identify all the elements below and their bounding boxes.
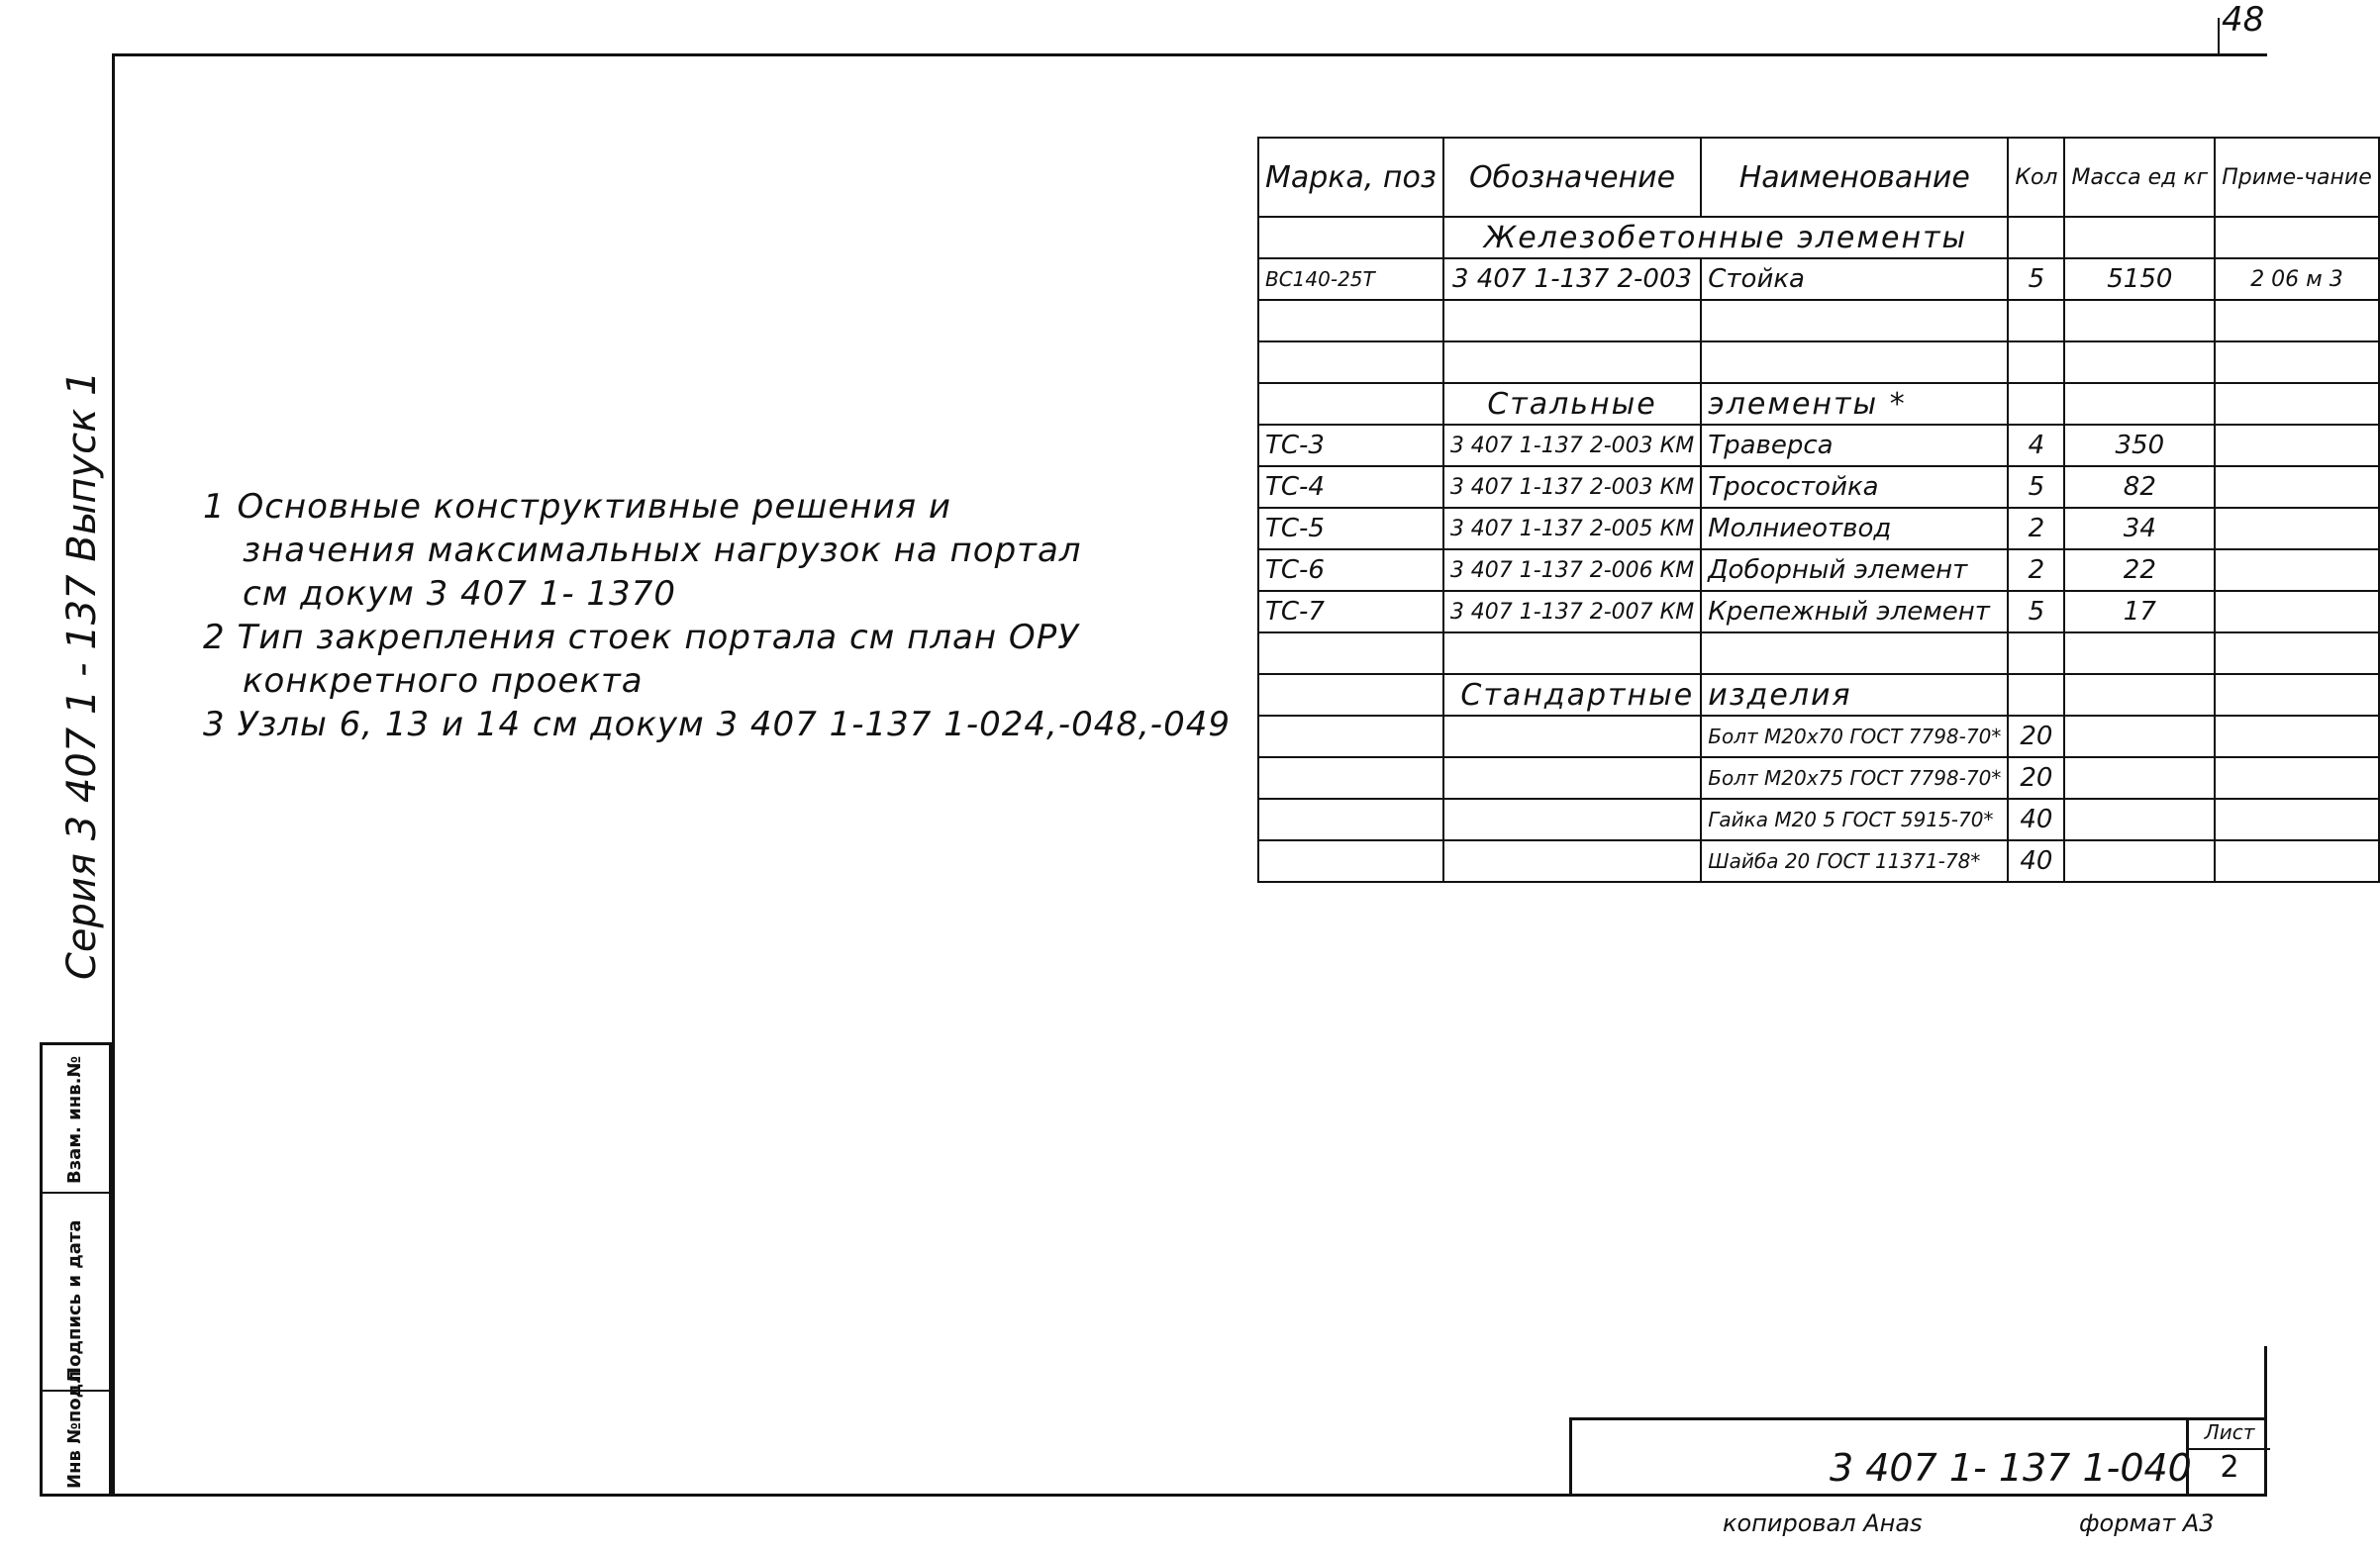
title-block: [1569, 1417, 2267, 1497]
cell-mass: 34: [2064, 508, 2215, 549]
empty-row: [1258, 632, 2379, 674]
side-cell-signature: [43, 1194, 109, 1392]
cell-designation: 3 407 1-137 2-003 КМ: [1443, 466, 1701, 508]
cell-name: Болт М20х70 ГОСТ 7798-70*: [1701, 716, 2008, 757]
cell-name: Траверса: [1701, 425, 2008, 466]
cell-designation: 3 407 1-137 2-006 КМ: [1443, 549, 1701, 591]
paper-format: формат А3: [2079, 1509, 2215, 1537]
side-cell-signature-label: Подпись и дата: [64, 1219, 85, 1382]
cell-mark: ТС-7: [1258, 591, 1443, 632]
cell-designation: 3 407 1-137 2-005 КМ: [1443, 508, 1701, 549]
table-row: [1258, 258, 2379, 300]
cell-qty: 2: [2008, 549, 2064, 591]
cell-mark: ТС-6: [1258, 549, 1443, 591]
sheet-box: [2186, 1420, 2270, 1494]
cell-qty: 40: [2008, 840, 2064, 882]
header-mass: Масса ед кг: [2064, 138, 2215, 217]
cell-mark: ТС-4: [1258, 466, 1443, 508]
section-row-standard: [1258, 674, 2379, 716]
cell-name: Молниеотвод: [1701, 508, 2008, 549]
cell-note: [2215, 549, 2379, 591]
section-steel-right: элементы *: [1701, 383, 2008, 425]
copied-by: копировал Анаs: [1723, 1509, 1923, 1537]
cell-name: Болт М20х75 ГОСТ 7798-70*: [1701, 757, 2008, 799]
cell-name: Крепежный элемент: [1701, 591, 2008, 632]
empty-row: [1258, 300, 2379, 341]
section-row-steel: [1258, 383, 2379, 425]
section-steel-left: Стальные: [1443, 383, 1701, 425]
table-row: [1258, 508, 2379, 549]
document-number: 3 407 1- 137 1-040: [1830, 1446, 2192, 1490]
series-label: Серия 3 407 1 - 137 Выпуск 1: [59, 370, 105, 980]
table-row: [1258, 840, 2379, 882]
cell-note: [2215, 466, 2379, 508]
cell-mark: ТС-5: [1258, 508, 1443, 549]
table-row: [1258, 716, 2379, 757]
side-cell-replacement-label: Взам. инв.№: [64, 1055, 85, 1184]
cell-name: Тросостойка: [1701, 466, 2008, 508]
table-row: [1258, 549, 2379, 591]
cell-mass: 17: [2064, 591, 2215, 632]
section-standard-right: изделия: [1701, 674, 2008, 716]
table-row: [1258, 466, 2379, 508]
note-line: 1 Основные конструктивные решения и: [203, 487, 952, 527]
notes-block: [203, 485, 1231, 746]
sheet-number: 2: [2220, 1450, 2239, 1485]
page-number-tick: [2218, 18, 2220, 53]
cell-designation: 3 407 1-137 2-007 КМ: [1443, 591, 1701, 632]
header-designation: Обозначение: [1443, 138, 1701, 217]
cell-mark: ВС140-25Т: [1258, 258, 1443, 300]
note-line: 3 Узлы 6, 13 и 14 см докум 3 407 1-137 1-024,-048,-049: [203, 705, 1231, 744]
empty-row: [1258, 341, 2379, 383]
table-row: [1258, 799, 2379, 840]
cell-name: Шайба 20 ГОСТ 11371-78*: [1701, 840, 2008, 882]
cell-qty: 2: [2008, 508, 2064, 549]
cell-note: 2 06 м 3: [2215, 258, 2379, 300]
cell-note: [2215, 425, 2379, 466]
header-note: Приме-чание: [2215, 138, 2379, 217]
side-cell-inventory: [43, 1370, 109, 1494]
cell-note: [2215, 591, 2379, 632]
cell-name: Доборный элемент: [1701, 549, 2008, 591]
section-row-concrete: [1258, 217, 2379, 258]
cell-qty: 20: [2008, 716, 2064, 757]
side-cell-inventory-label: Инв №подл: [64, 1370, 85, 1489]
page-number: 48: [2222, 0, 2265, 40]
cell-note: [2215, 508, 2379, 549]
header-mark: Марка, поз: [1258, 138, 1443, 217]
section-concrete: Железобетонные элементы: [1443, 217, 2009, 258]
cell-qty: 4: [2008, 425, 2064, 466]
section-standard-left: Стандартные: [1443, 674, 1701, 716]
cell-qty: 5: [2008, 591, 2064, 632]
table-row: [1258, 425, 2379, 466]
side-cell-replacement: [43, 1045, 109, 1194]
table-row: [1258, 757, 2379, 799]
cell-mass: 350: [2064, 425, 2215, 466]
cell-mass: 82: [2064, 466, 2215, 508]
cell-mass: 22: [2064, 549, 2215, 591]
cell-mass: 5150: [2064, 258, 2215, 300]
note-line: 2 Тип закрепления стоек портала см план ОРУ: [203, 618, 1079, 657]
cell-name: Стойка: [1701, 258, 2008, 300]
cell-designation: 3 407 1-137 2-003: [1443, 258, 1701, 300]
cell-mark: ТС-3: [1258, 425, 1443, 466]
cell-designation: 3 407 1-137 2-003 КМ: [1443, 425, 1701, 466]
sheet-label: Лист: [2189, 1420, 2270, 1450]
table-row: [1258, 591, 2379, 632]
cell-qty: 5: [2008, 258, 2064, 300]
note-line: конкретного проекта: [243, 661, 644, 701]
cell-qty: 40: [2008, 799, 2064, 840]
side-stamp-table: [40, 1042, 112, 1497]
note-line: значения максимальных нагрузок на портал: [243, 531, 1082, 570]
specification-table: [1257, 137, 2380, 883]
cell-qty: 20: [2008, 757, 2064, 799]
note-line: см докум 3 407 1- 1370: [243, 574, 676, 614]
cell-qty: 5: [2008, 466, 2064, 508]
cell-name: Гайка М20 5 ГОСТ 5915-70*: [1701, 799, 2008, 840]
header-qty: Кол: [2008, 138, 2064, 217]
header-name: Наименование: [1701, 138, 2008, 217]
table-header-row: [1258, 138, 2379, 217]
